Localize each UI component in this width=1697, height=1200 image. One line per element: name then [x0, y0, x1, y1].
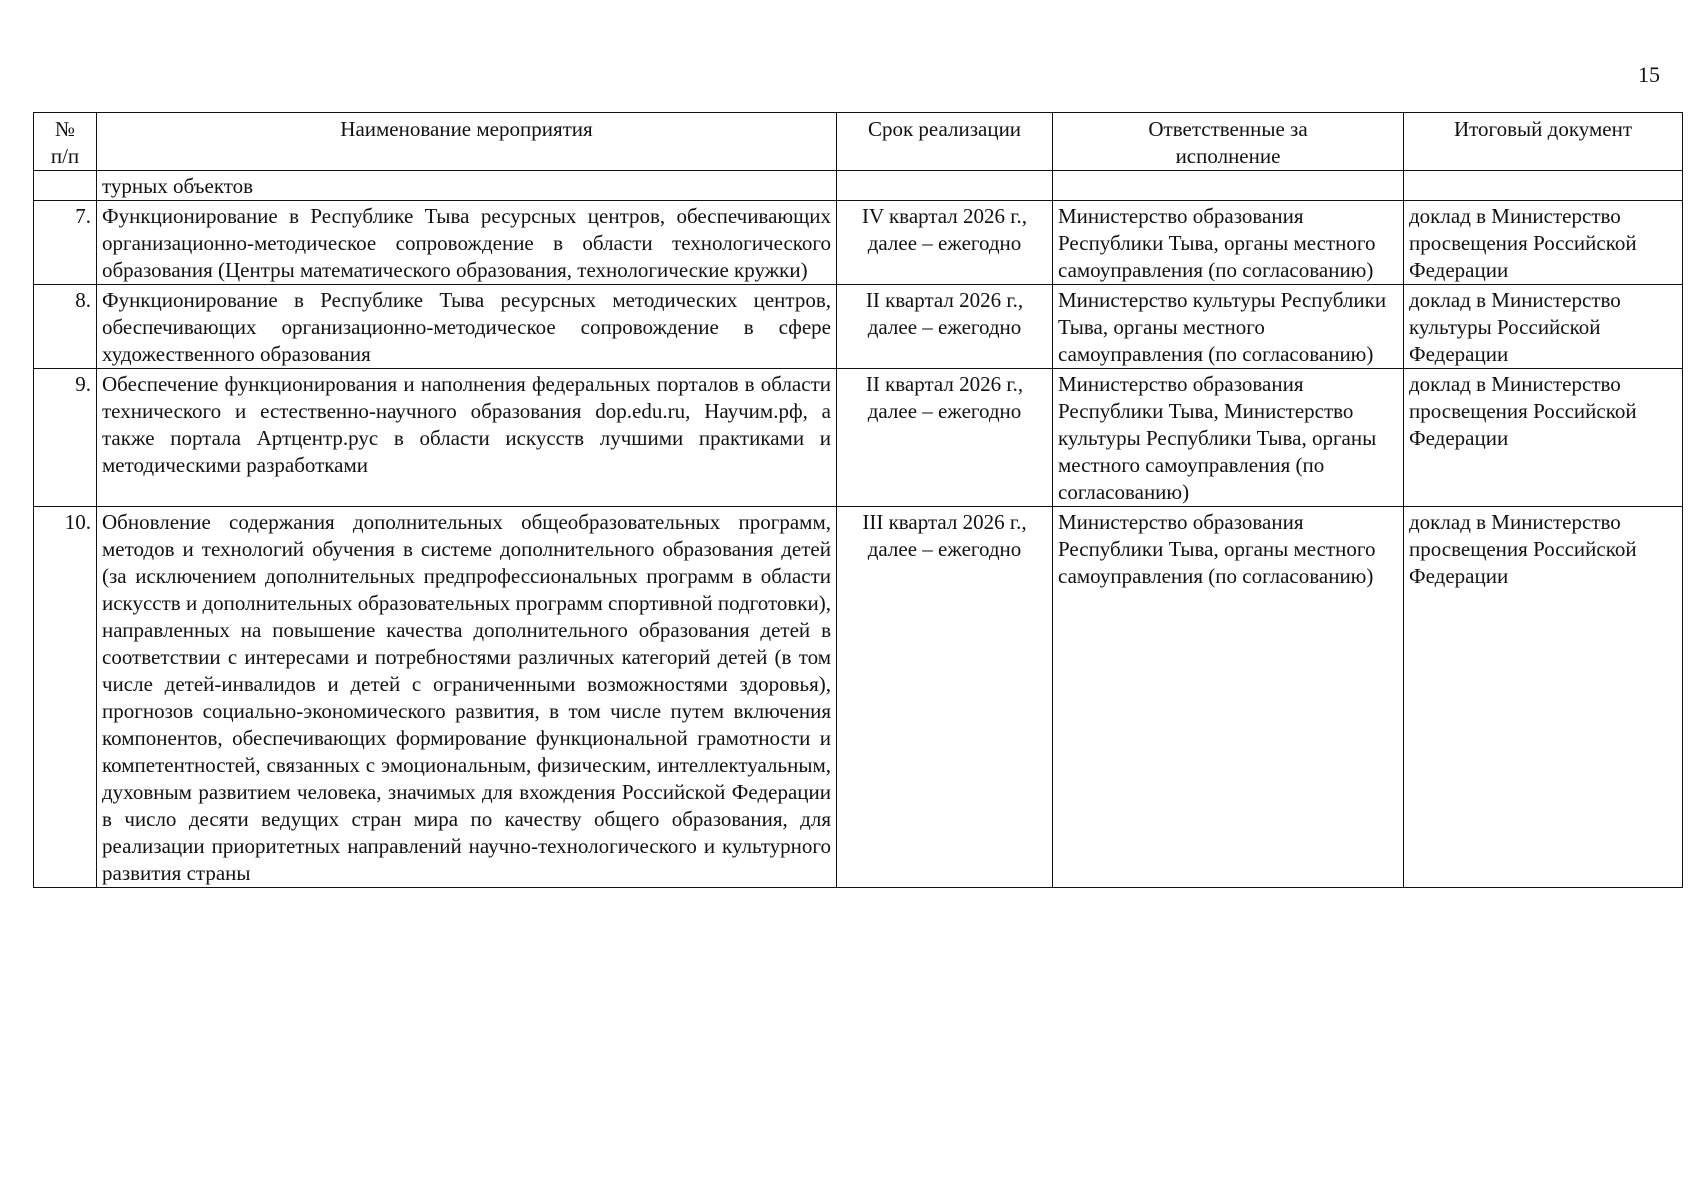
cell-term: III квартал 2026 г., далее – ежегодно: [837, 507, 1053, 888]
cell-name: Функционирование в Республике Тыва ресурсных центров, обеспечивающих организационно-методическое сопровождение в области технологического образования (Центры математического образования, технологические кружки): [97, 201, 837, 285]
header-term: Срок реализации: [837, 113, 1053, 171]
cell-responsible: Министерство культуры Республики Тыва, органы местного самоуправления (по согласованию): [1053, 285, 1404, 369]
cell-name: турных объектов: [97, 171, 837, 201]
cell-name: Функционирование в Республике Тыва ресурсных методических центров, обеспечивающих организационно-методическое сопровождение в сфере художественного образования: [97, 285, 837, 369]
cell-document: доклад в Министерство просвещения Российской Федерации: [1404, 201, 1683, 285]
cell-responsible: Министерство образования Республики Тыва, органы местного самоуправления (по согласованию): [1053, 201, 1404, 285]
cell-document: доклад в Министерство культуры Российской Федерации: [1404, 285, 1683, 369]
table-row: [34, 507, 1683, 888]
cell-num: 9.: [34, 369, 97, 507]
page-number: 15: [1638, 62, 1660, 87]
table-row: [34, 285, 1683, 369]
cell-term: IV квартал 2026 г., далее – ежегодно: [837, 201, 1053, 285]
measures-table: [33, 112, 1683, 888]
table-row-continuation: [34, 171, 1683, 201]
cell-term: [837, 171, 1053, 201]
cell-num: [34, 171, 97, 201]
cell-name: Обновление содержания дополнительных общеобразовательных программ, методов и технологий обучения в системе дополнительного образования детей (за исключением дополнительных предпрофессиональных программ в области искусств и дополнительных образовательных программ спортивной подготовки), направленных на повышение качества дополнительного образования детей в соответствии с интересами и потребностями различных категорий детей (в том числе детей-инвалидов и детей с ограниченными возможностями здоровья), прогнозов социально-экономического развития, в том числе путем включения компонентов, обеспечивающих формирование функциональной грамотности и компетентностей, связанных с эмоциональным, физическим, интеллектуальным, духовным развитием человека, значимых для вхождения Российской Федерации в число десяти ведущих стран мира по качеству общего образования, для реализации приоритетных направлений научно-технологического и культурного развития страны: [97, 507, 837, 888]
cell-num: 10.: [34, 507, 97, 888]
table-row: [34, 369, 1683, 507]
table-header-row: [34, 113, 1683, 171]
cell-responsible: Министерство образования Республики Тыва, органы местного самоуправления (по согласованию): [1053, 507, 1404, 888]
cell-name: Обеспечение функционирования и наполнения федеральных порталов в области технического и естественно-научного образования dop.edu.ru, Научим.рф, а также портала Артцентр.рус в области искусств лучшими практиками и методическими разработками: [97, 369, 837, 507]
cell-num: 7.: [34, 201, 97, 285]
header-name: Наименование мероприятия: [97, 113, 837, 171]
cell-term: II квартал 2026 г., далее – ежегодно: [837, 369, 1053, 507]
header-responsible: Ответственные за исполнение: [1053, 113, 1404, 171]
header-num: № п/п: [34, 113, 97, 171]
table-row: [34, 201, 1683, 285]
cell-term: II квартал 2026 г., далее – ежегодно: [837, 285, 1053, 369]
header-document: Итоговый документ: [1404, 113, 1683, 171]
cell-responsible: Министерство образования Республики Тыва, Министерство культуры Республики Тыва, органы местного самоуправления (по согласованию): [1053, 369, 1404, 507]
cell-responsible: [1053, 171, 1404, 201]
cell-document: доклад в Министерство просвещения Российской Федерации: [1404, 369, 1683, 507]
cell-num: 8.: [34, 285, 97, 369]
cell-document: [1404, 171, 1683, 201]
cell-document: доклад в Министерство просвещения Российской Федерации: [1404, 507, 1683, 888]
